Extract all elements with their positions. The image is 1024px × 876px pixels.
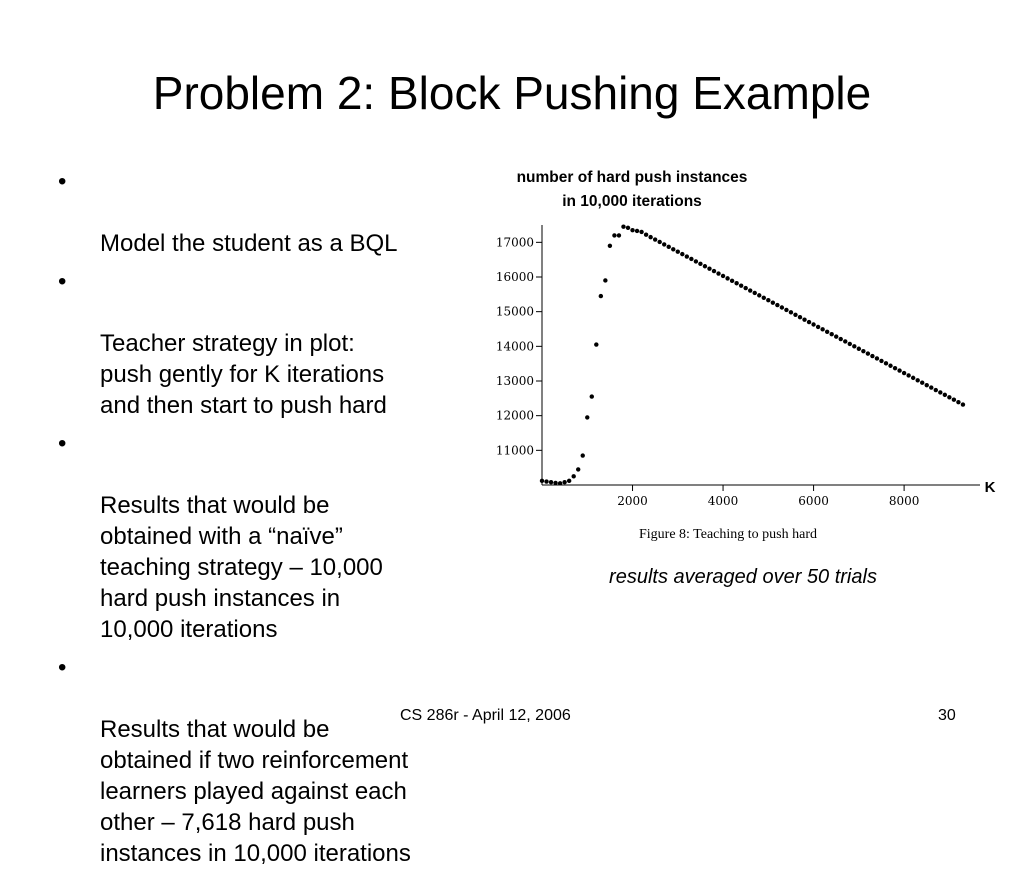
data-point xyxy=(653,237,657,241)
data-point xyxy=(703,264,707,268)
data-point xyxy=(544,479,548,483)
data-point xyxy=(816,325,820,329)
data-point xyxy=(879,359,883,363)
data-point xyxy=(938,390,942,394)
data-point xyxy=(558,481,562,485)
slide-number: 30 xyxy=(938,707,956,724)
bullet-item xyxy=(58,266,488,421)
data-point xyxy=(906,373,910,377)
data-point xyxy=(915,378,919,382)
y-tick-label: 12000 xyxy=(495,408,534,423)
bullet-item xyxy=(58,166,488,259)
data-point xyxy=(956,400,960,404)
data-point xyxy=(608,244,612,248)
data-point xyxy=(839,337,843,341)
data-point xyxy=(671,247,675,251)
data-point xyxy=(857,347,861,351)
data-point xyxy=(716,271,720,275)
chart-title-line: in 10,000 iterations xyxy=(562,193,702,210)
data-point xyxy=(748,288,752,292)
data-point xyxy=(617,233,621,237)
data-point xyxy=(567,479,571,483)
data-point xyxy=(947,395,951,399)
x-tick-label: 6000 xyxy=(798,494,829,508)
data-point xyxy=(635,229,639,233)
data-point xyxy=(852,344,856,348)
data-point xyxy=(639,230,643,234)
data-point xyxy=(902,371,906,375)
data-point xyxy=(648,235,652,239)
data-point xyxy=(707,266,711,270)
y-tick-label: 17000 xyxy=(495,235,534,250)
chart-caption: results averaged over 50 trials xyxy=(609,566,877,588)
data-point xyxy=(875,356,879,360)
data-point xyxy=(562,480,566,484)
x-tick-label: 4000 xyxy=(707,494,739,508)
figure-caption: Figure 8: Teaching to push hard xyxy=(638,527,818,542)
data-point xyxy=(657,240,661,244)
bullet-list xyxy=(58,166,488,876)
data-point xyxy=(721,274,725,278)
y-tick-label: 14000 xyxy=(495,339,534,354)
data-point xyxy=(712,269,716,273)
data-point xyxy=(734,281,738,285)
data-point xyxy=(694,259,698,263)
data-point xyxy=(676,249,680,253)
data-point xyxy=(685,254,689,258)
data-point xyxy=(698,262,702,266)
scatter-chart xyxy=(480,220,1010,560)
data-point xyxy=(897,368,901,372)
data-point xyxy=(730,279,734,283)
data-point xyxy=(739,283,743,287)
y-tick-label: 16000 xyxy=(495,270,534,284)
data-point xyxy=(630,228,634,232)
data-point xyxy=(612,233,616,237)
data-point xyxy=(590,394,594,398)
data-point xyxy=(834,334,838,338)
data-point xyxy=(961,402,965,406)
bullet-text: Teacher strategy in plot: push gently for K iterations and then start to push hard xyxy=(100,330,387,419)
chart-title-line: number of hard push instances xyxy=(516,169,748,186)
data-point xyxy=(825,330,829,334)
data-point xyxy=(952,398,956,402)
x-axis-label: K xyxy=(984,479,996,496)
data-point xyxy=(775,303,779,307)
data-point xyxy=(762,296,766,300)
data-point xyxy=(811,322,815,326)
data-point xyxy=(581,453,585,457)
data-point xyxy=(644,233,648,237)
data-point xyxy=(920,381,924,385)
data-point xyxy=(789,310,793,314)
data-point xyxy=(757,293,761,297)
data-point xyxy=(540,479,544,483)
data-point xyxy=(911,376,915,380)
data-point xyxy=(893,366,897,370)
data-point xyxy=(549,480,553,484)
footer-text: CS 286r - April 12, 2006 xyxy=(400,707,571,724)
data-point xyxy=(680,252,684,256)
data-point xyxy=(667,245,671,249)
data-point xyxy=(621,225,625,229)
data-point xyxy=(553,481,557,485)
data-point xyxy=(743,286,747,290)
data-point xyxy=(848,342,852,346)
data-point xyxy=(725,276,729,280)
data-point xyxy=(771,300,775,304)
data-point xyxy=(929,385,933,389)
bullet-icon: • xyxy=(58,268,67,295)
bullet-icon: • xyxy=(58,430,67,457)
data-point xyxy=(802,317,806,321)
data-point xyxy=(780,305,784,309)
data-point xyxy=(594,342,598,346)
bullet-icon: • xyxy=(58,168,67,195)
bullet-item xyxy=(58,428,488,645)
slide-title: Problem 2: Block Pushing Example xyxy=(152,67,872,119)
data-point xyxy=(626,226,630,230)
data-point xyxy=(576,467,580,471)
x-tick-label: 2000 xyxy=(617,494,648,508)
data-point xyxy=(884,361,888,365)
data-point xyxy=(798,315,802,319)
x-tick-label: 8000 xyxy=(888,494,920,508)
data-point xyxy=(870,354,874,358)
data-point xyxy=(888,364,892,368)
data-point xyxy=(861,349,865,353)
data-point xyxy=(753,291,757,295)
data-point xyxy=(807,320,811,324)
data-point xyxy=(943,393,947,397)
y-tick-label: 15000 xyxy=(495,304,534,319)
y-tick-label: 11000 xyxy=(495,443,534,458)
data-point xyxy=(866,351,870,355)
bullet-text: Results that would be obtained with a “naïve” teaching strategy – 10,000 hard push instances in 10,000 iterations xyxy=(100,492,383,643)
data-point xyxy=(829,332,833,336)
data-point xyxy=(925,383,929,387)
data-point xyxy=(820,327,824,331)
chart-title xyxy=(484,166,780,214)
data-point xyxy=(793,313,797,317)
y-tick-label: 13000 xyxy=(495,374,534,388)
bullet-text: Results that would be obtained if two reinforcement learners played against each other – 7,618 hard push instances in 10,000 iterations xyxy=(100,716,411,867)
data-point xyxy=(603,278,607,282)
data-point xyxy=(784,308,788,312)
data-point xyxy=(766,298,770,302)
data-point xyxy=(585,415,589,419)
bullet-icon: • xyxy=(58,654,67,681)
data-point xyxy=(934,388,938,392)
bullet-text: Model the student as a BQL xyxy=(100,230,398,257)
data-point xyxy=(662,242,666,246)
data-point xyxy=(689,257,693,261)
data-point xyxy=(571,474,575,478)
data-point xyxy=(599,294,603,298)
data-point xyxy=(843,339,847,343)
bullet-item xyxy=(58,652,488,869)
